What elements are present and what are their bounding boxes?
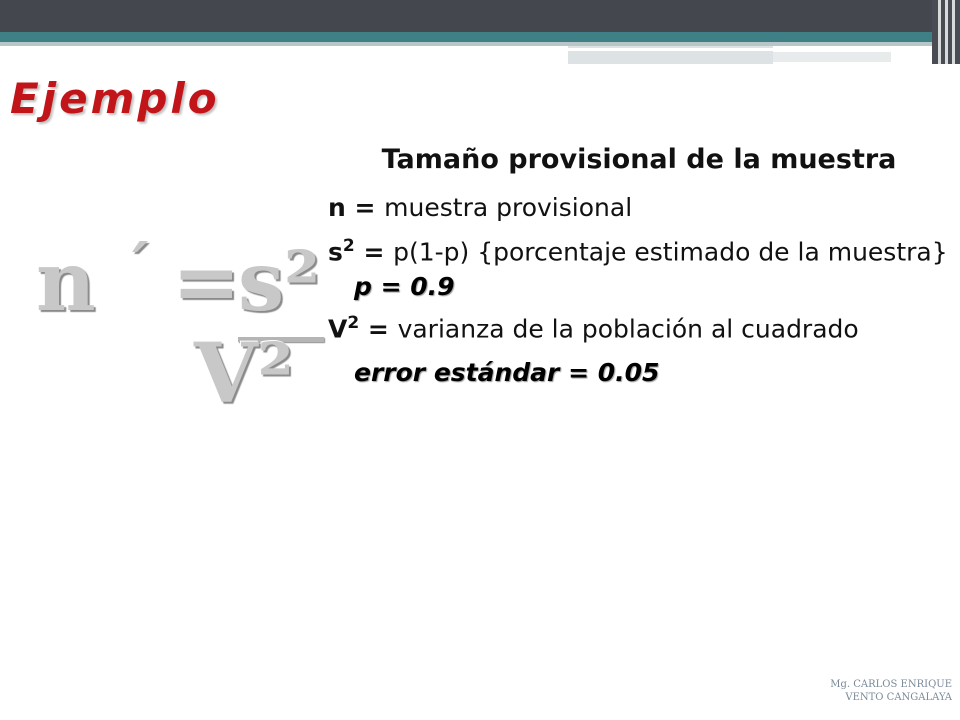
definition-n-text: muestra provisional (384, 193, 633, 222)
term-v: V (328, 314, 348, 344)
sample-size-formula (30, 234, 321, 432)
decorative-bar (773, 52, 891, 62)
slide-title: Ejemplo (10, 74, 220, 123)
error-value: error estándar = 0.05 (354, 357, 660, 387)
formula-n: n (36, 234, 96, 330)
decorative-line (568, 48, 890, 51)
decorative-vertical-stripes (932, 0, 960, 64)
formula-equals: = (172, 234, 241, 330)
stripe (945, 0, 948, 64)
term-v-exponent: 2 (347, 313, 360, 334)
term-equals: = (354, 237, 394, 267)
author-line-1: Mg. CARLOS ENRIQUE (830, 679, 952, 690)
definition-s2-text: p(1-p) {porcentaje estimado de la muestra} (393, 237, 948, 267)
definition-n (328, 192, 950, 223)
definition-v2-text: varianza de la población al cuadrado (397, 314, 859, 344)
definition-s2 (328, 231, 950, 267)
definition-v2 (328, 308, 950, 344)
p-value: p = 0.9 (354, 272, 455, 302)
term-n: n (328, 193, 346, 222)
term-equals: = (345, 193, 385, 222)
formula-prime: ´ (122, 234, 152, 304)
stripe (938, 0, 941, 64)
formula-denominator: V² (194, 326, 294, 422)
term-s-exponent: 2 (342, 236, 355, 256)
term-s: s (328, 237, 343, 267)
term-equals: = (359, 314, 398, 344)
author-footer (822, 678, 952, 704)
top-banner (0, 0, 960, 32)
top-banner-teal-stripe (0, 32, 932, 42)
formula-numerator: s² (238, 234, 321, 330)
top-banner-gray-stripe (0, 42, 932, 46)
stripe (952, 0, 955, 64)
author-line-2: VENTO CANGALAYA (845, 692, 952, 703)
content-heading: Tamaño provisional de la muestra (381, 144, 897, 175)
slide-content (328, 140, 950, 394)
